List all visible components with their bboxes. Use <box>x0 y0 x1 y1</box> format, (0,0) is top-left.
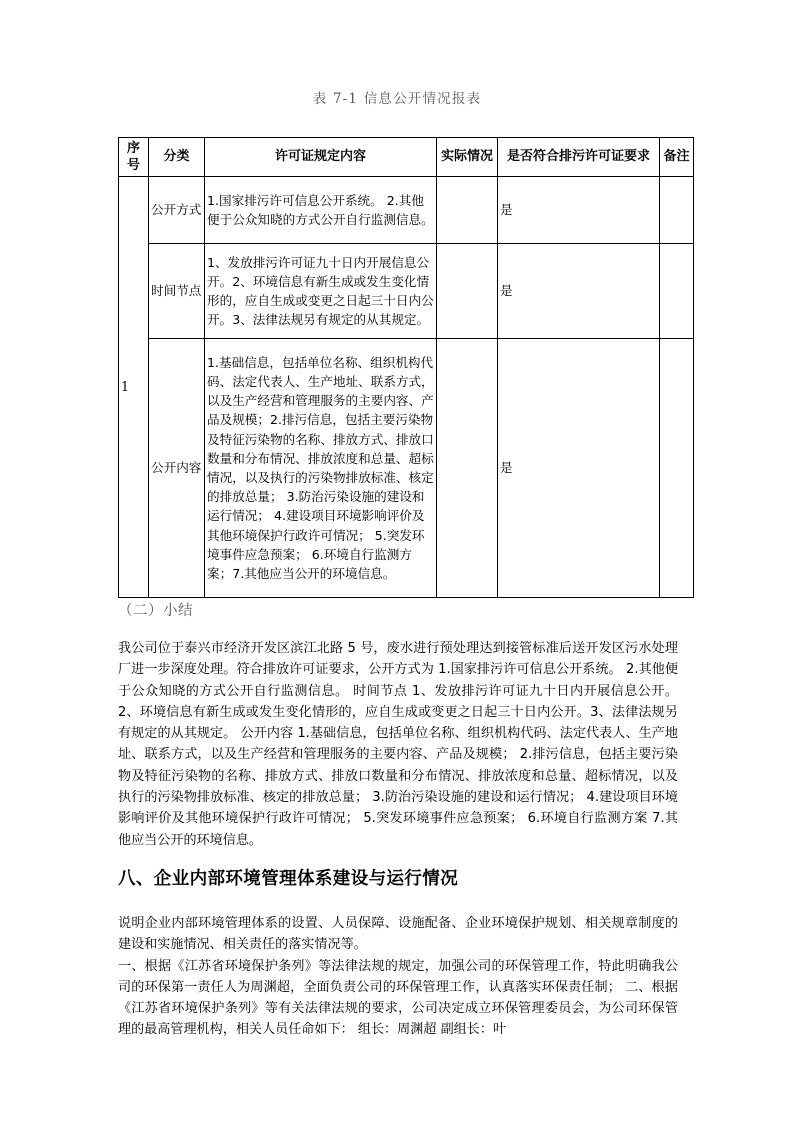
cell-actual-time-node <box>437 244 498 339</box>
column-header-permit-content: 许可证规定内容 <box>205 138 437 177</box>
cell-category-disclosure-content: 公开内容 <box>149 339 205 598</box>
cell-conforms-disclosure-method: 是 <box>498 177 660 244</box>
table-header <box>119 138 694 177</box>
cell-permit-content-time-node: 1、发放排污许可证九十日内开展信息公开。2、环境信息有新生成或发生变化情形的，应自生成或变更之日起三十日内公开。3、法律法规另有规定的从其规定。 <box>205 244 437 339</box>
table-row <box>119 244 694 339</box>
cell-conforms-time-node: 是 <box>498 244 660 339</box>
column-header-category: 分类 <box>149 138 205 177</box>
table-caption: 表 7-1 信息公开情况报表 <box>312 91 482 107</box>
section-eight-paragraph: 说明企业内部环境管理体系的设置、人员保障、设施配备、企业环境保护规划、相关规章制度的建设和实施情况、相关责任的落实情况等。 一、根据《江苏省环境保护条列》等法律法规的规定，加强公司的环保管理工作，特此明确我公司的环保第一责任人为周渊超，全面负责公司的环保管理工作，认真落实环保责任制； 二、根据《江苏省环境保护条列》等有关法律法规的要求，公司决定成立环保管理委员会，为公司环保管理的最高管理机构，相关人员任命如下： 组长：周渊超 副组长：叶 <box>118 916 678 1038</box>
column-header-note: 备注 <box>660 138 694 177</box>
cell-permit-content-disclosure-method: 1.国家排污许可信息公开系统。 2.其他便于公众知晓的方式公开自行监测信息。 <box>205 177 437 244</box>
column-header-conforms: 是否符合排污许可证要求 <box>498 138 660 177</box>
information-disclosure-table <box>118 137 694 598</box>
table-header-row <box>119 138 694 177</box>
cell-conforms-disclosure-content: 是 <box>498 339 660 598</box>
column-header-actual: 实际情况 <box>437 138 498 177</box>
summary-paragraph: 我公司位于泰兴市经济开发区滨江北路 5 号，废水进行预处理达到接管标准后送开发区污水处理厂进一步深度处理。符合排放许可证要求，公开方式为 1.国家排污许可信息公开系统。 2.其他便于公众知晓的方式公开自行监测信息。 时间节点 1、发放排污许可证九十日内开展信息公开。2、环境信息有新生成或发生变化情形的，应自生成或变更之日起三十日内公开。3、法律法规另有规定的从其规定。 公开内容 1.基础信息，包括单位名称、组织机构代码、法定代表人、生产地址、联系方式，以及生产经营和管理服务的主要内容、产品及规模； 2.排污信息，包括主要污染物及特征污染物的名称、排放方式、排放口数量和分布情况、排放浓度和总量、超标情况，以及执行的污染物排放标准、核定的排放总量； 3.防治污染设施的建设和运行情况； 4.建设项目环境影响评价及其他环境保护行政许可情况； 5.突发环境事件应急预案； 6.环境自行监测方案 7.其他应当公开的环境信息。 <box>118 641 678 848</box>
cell-actual-disclosure-content <box>437 339 498 598</box>
cell-note-disclosure-content <box>660 339 694 598</box>
cell-category-time-node: 时间节点 <box>149 244 205 339</box>
cell-actual-disclosure-method <box>437 177 498 244</box>
cell-permit-content-disclosure-content: 1.基础信息，包括单位名称、组织机构代码、法定代表人、生产地址、联系方式，以及生产经营和管理服务的主要内容、产品及规模；2.排污信息，包括主要污染物及特征污染物的名称、排放方式、排放口数量和分布情况、排放浓度和总量、超标情况，以及执行的污染物排放标准、核定的排放总量； 3.防治污染设施的建设和运行情况； 4.建设项目环境影响评价及其他环境保护行政许可情况； 5.突发环境事件应急预案； 6.环境自行监测方案；7.其他应当公开的环境信息。 <box>205 339 437 598</box>
cell-seq-number: 1 <box>119 177 149 598</box>
table-body <box>119 177 694 598</box>
table-row <box>119 177 694 244</box>
cell-category-disclosure-method: 公开方式 <box>149 177 205 244</box>
table-row <box>119 339 694 598</box>
column-header-seq <box>119 138 149 177</box>
summary-heading: （二）小结 <box>118 603 193 619</box>
cell-note-time-node <box>660 244 694 339</box>
column-header-seq-label: 序号 <box>126 141 140 173</box>
cell-note-disclosure-method <box>660 177 694 244</box>
section-eight-heading: 八、企业内部环境管理体系建设与运行情况 <box>118 868 459 889</box>
